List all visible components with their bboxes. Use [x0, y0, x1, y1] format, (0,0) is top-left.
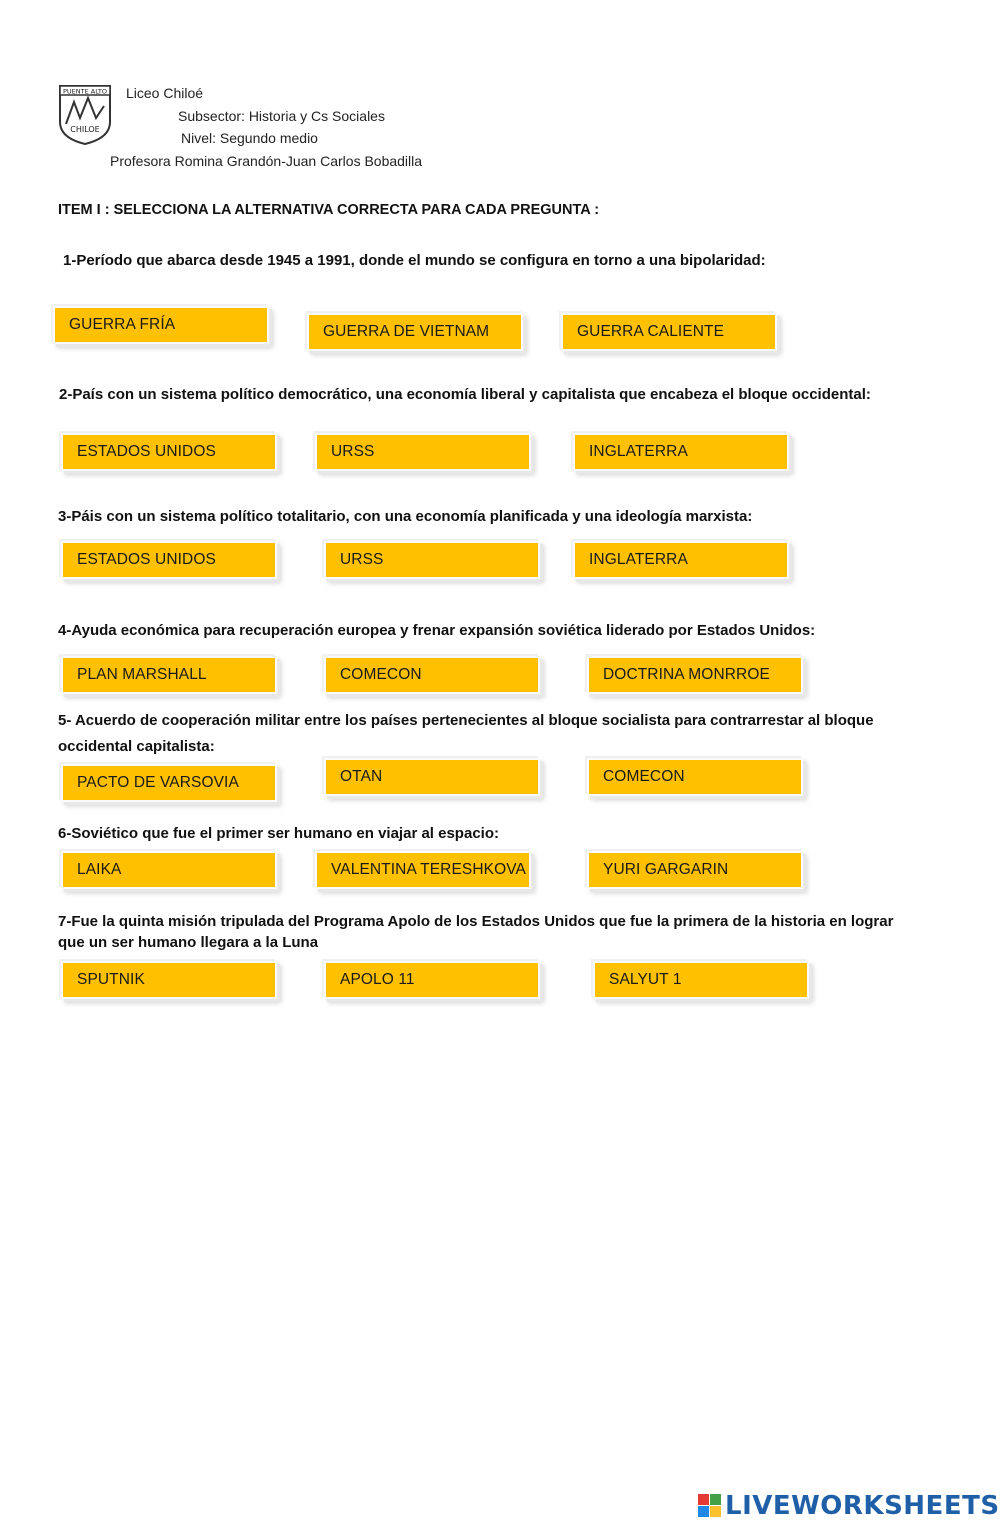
q5-option-3[interactable]: COMECON — [587, 758, 803, 796]
school-logo — [58, 84, 112, 146]
teachers-line: Profesora Romina Grandón-Juan Carlos Bobadilla — [110, 153, 423, 169]
q4-option-2[interactable]: COMECON — [324, 656, 540, 694]
question-2-text: 2-País con un sistema político democrático, una economía liberal y capitalista que encabeza el bloque occidental: — [59, 386, 871, 403]
q6-option-2[interactable]: VALENTINA TERESHKOVA — [315, 851, 531, 889]
q6-option-3[interactable]: YURI GARGARIN — [587, 851, 803, 889]
q2-option-2[interactable]: URSS — [315, 433, 531, 471]
subject-line: Subsector: Historia y Cs Sociales — [178, 108, 385, 124]
question-1-text: 1-Período que abarca desde 1945 a 1991, donde el mundo se configura en torno a una bipolaridad: — [63, 252, 766, 269]
q7-option-2[interactable]: APOLO 11 — [324, 961, 540, 999]
q2-option-3[interactable]: INGLATERRA — [573, 433, 789, 471]
question-4-text: 4-Ayuda económica para recuperación europea y frenar expansión soviética liderado por Estados Unidos: — [58, 622, 816, 639]
q3-option-3[interactable]: INGLATERRA — [573, 541, 789, 579]
question-5-text-line2: occidental capitalista: — [58, 738, 215, 755]
q6-option-1[interactable]: LAIKA — [61, 851, 277, 889]
question-7-text-line2: que un ser humano llegara a la Luna — [58, 934, 319, 951]
q4-option-3[interactable]: DOCTRINA MONRROE — [587, 656, 803, 694]
q5-option-2[interactable]: OTAN — [324, 758, 540, 796]
q3-option-1[interactable]: ESTADOS UNIDOS — [61, 541, 277, 579]
question-3-text: 3-Páis con un sistema político totalitario, con una economía planificada y una ideología marxista: — [58, 508, 753, 525]
q1-option-1[interactable]: GUERRA FRÍA — [53, 306, 269, 344]
question-7-text-line1: 7-Fue la quinta misión tripulada del Programa Apolo de los Estados Unidos que fue la primera de la historia en lograr — [58, 913, 894, 930]
logo-bottom-text: CHILOE — [70, 125, 100, 134]
question-6-text: 6-Soviético que fue el primer ser humano en viajar al espacio: — [58, 825, 499, 842]
logo-top-text: PUENTE ALTO — [62, 87, 108, 96]
brand-name: LIVEWORKSHEETS — [725, 1491, 1000, 1521]
school-name: Liceo Chiloé — [126, 85, 204, 101]
q1-option-3[interactable]: GUERRA CALIENTE — [561, 313, 777, 351]
liveworksheets-logo-icon — [697, 1492, 723, 1520]
q4-option-1[interactable]: PLAN MARSHALL — [61, 656, 277, 694]
level-line: Nivel: Segundo medio — [181, 130, 318, 146]
q7-option-3[interactable]: SALYUT 1 — [593, 961, 809, 999]
q7-option-1[interactable]: SPUTNIK — [61, 961, 277, 999]
q2-option-1[interactable]: ESTADOS UNIDOS — [61, 433, 277, 471]
section-title: ITEM I : SELECCIONA LA ALTERNATIVA CORRECTA PARA CADA PREGUNTA : — [58, 202, 600, 218]
q5-option-1[interactable]: PACTO DE VARSOVIA — [61, 764, 277, 802]
q1-option-2[interactable]: GUERRA DE VIETNAM — [307, 313, 523, 351]
q3-option-2[interactable]: URSS — [324, 541, 540, 579]
liveworksheets-brand — [697, 1488, 1000, 1524]
question-5-text-line1: 5- Acuerdo de cooperación militar entre los países pertenecientes al bloque socialista para contrarrestar al bloque — [58, 712, 874, 729]
